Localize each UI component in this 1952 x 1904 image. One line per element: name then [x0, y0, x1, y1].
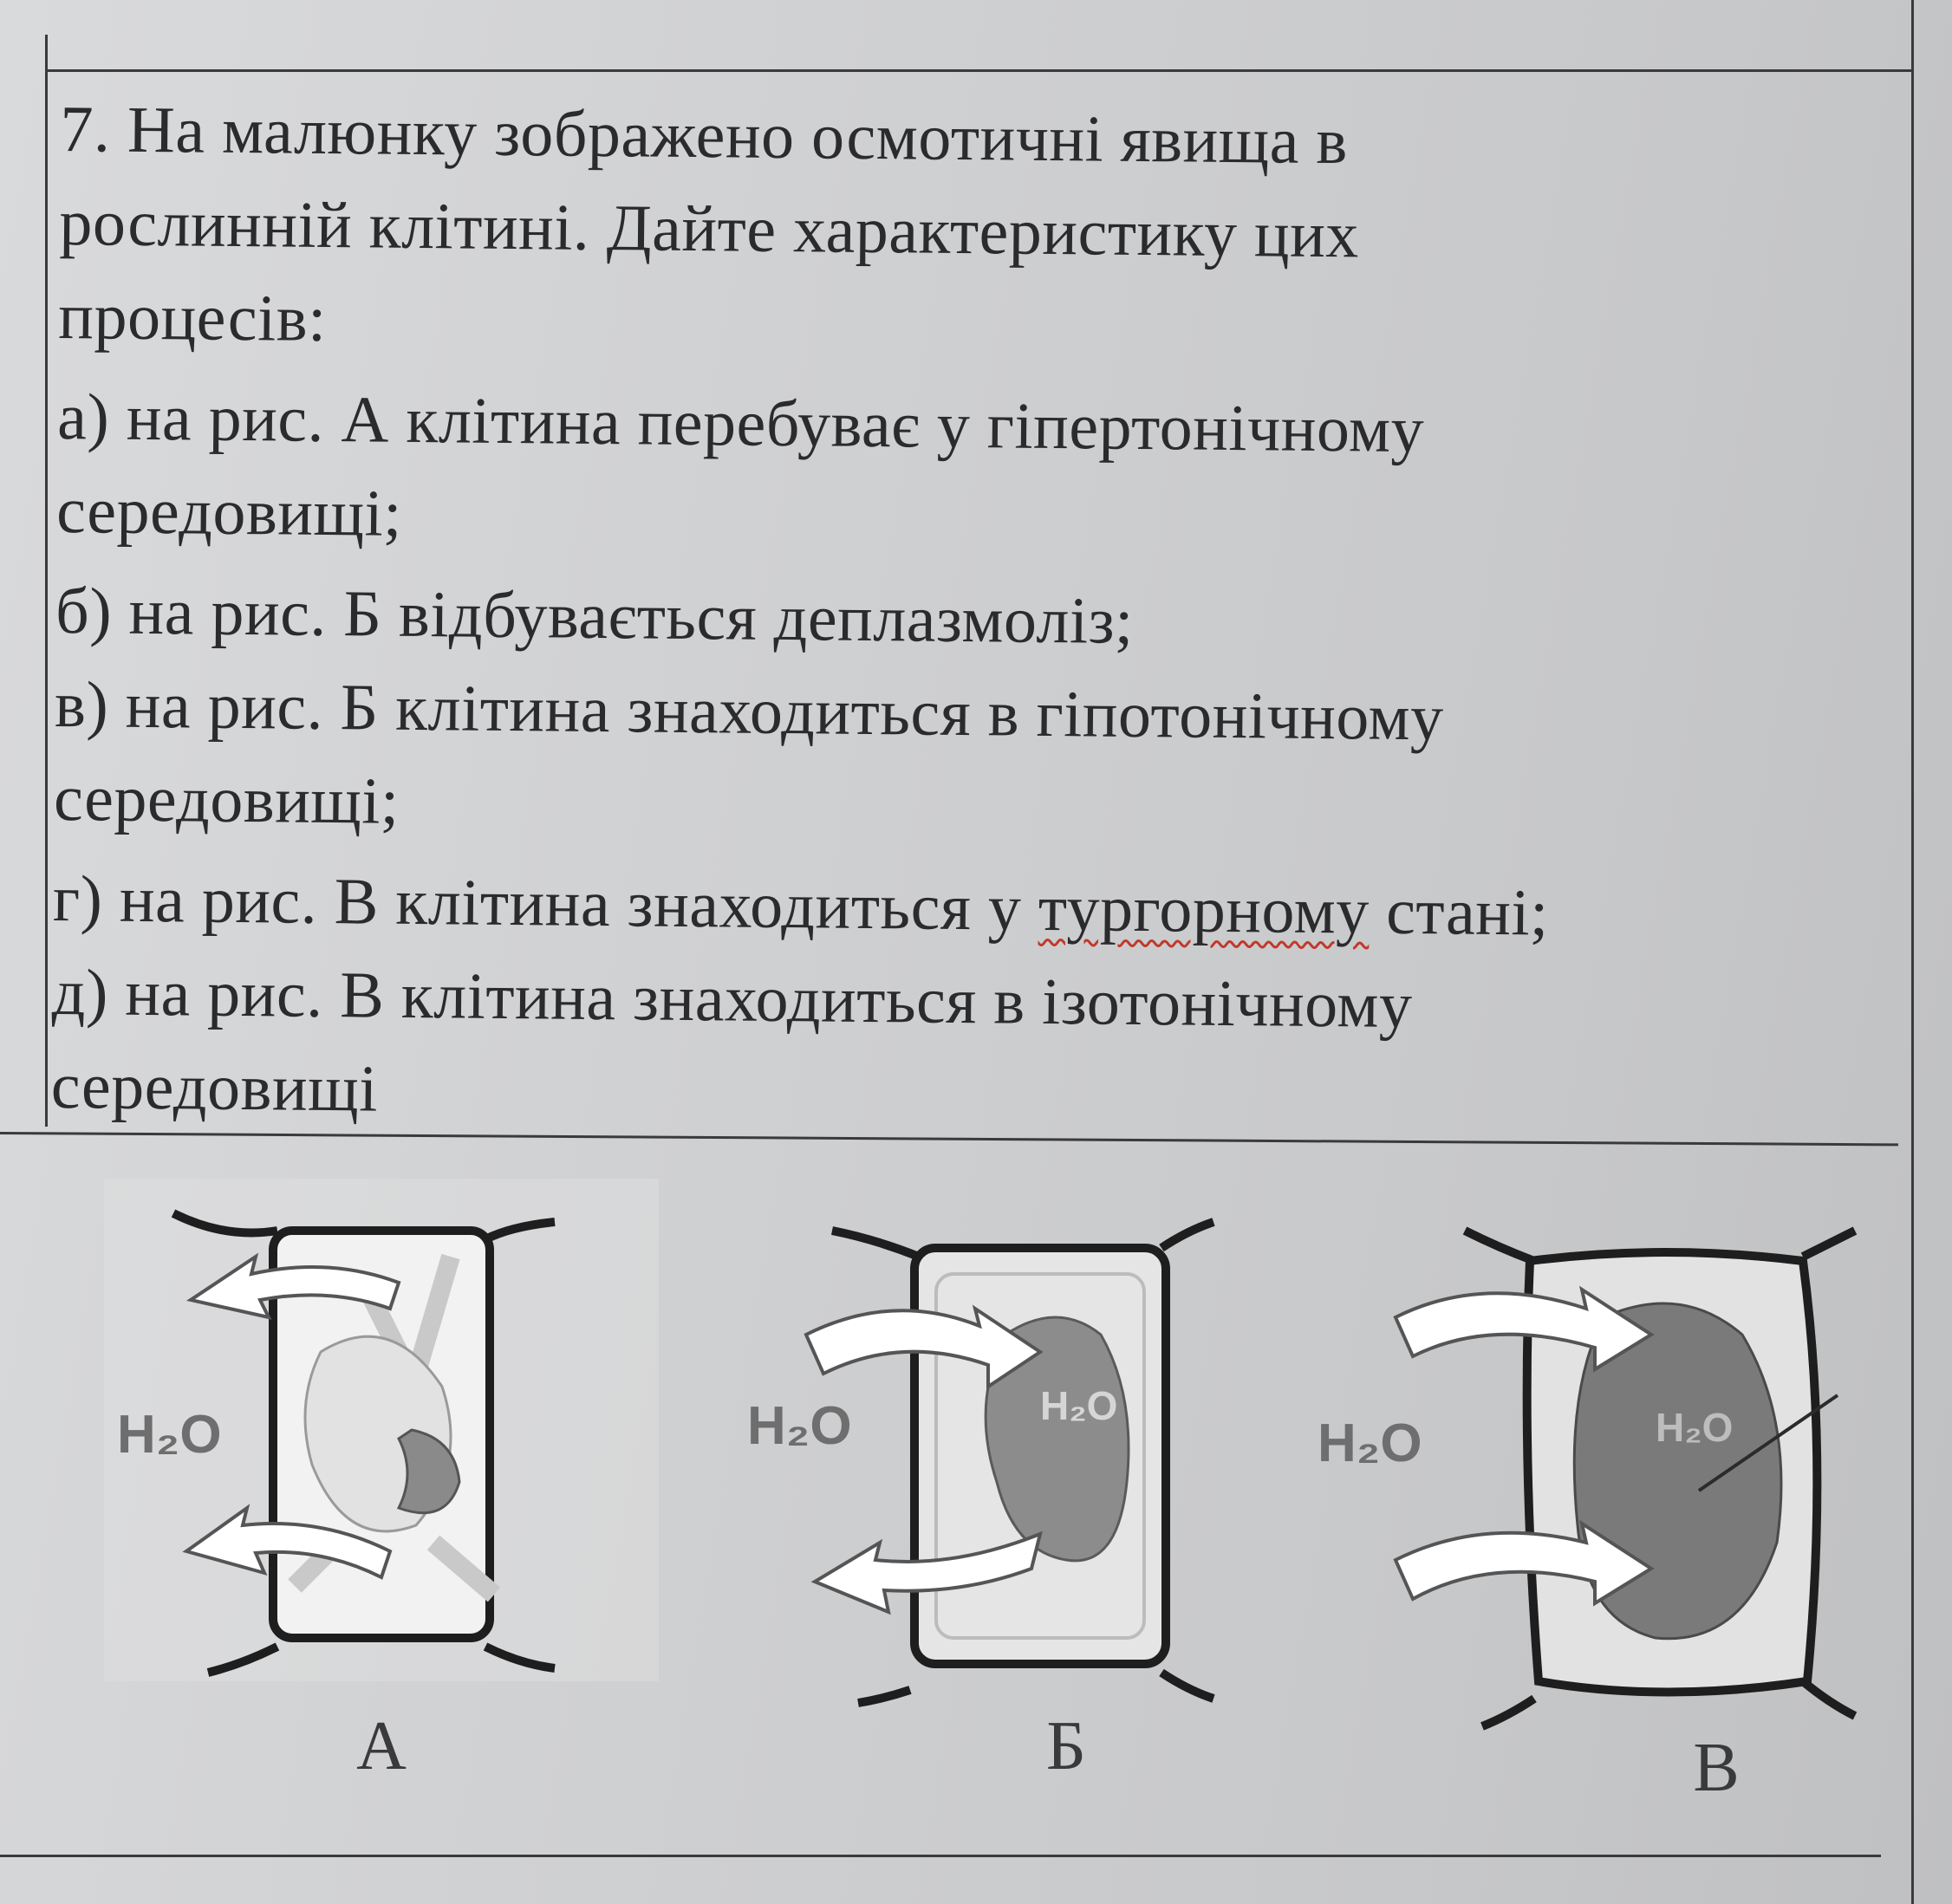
h2o-label-v-outer: H₂O [1318, 1413, 1422, 1473]
table-border-top [48, 69, 1911, 72]
option-a-line-2: середовищі; [55, 473, 403, 550]
option-v-line-2: середовищі; [53, 761, 400, 838]
spellcheck-underlined-word: тургорному [1038, 871, 1370, 948]
option-d-line-2: середовищі [50, 1049, 379, 1126]
h2o-label-v-inner: H₂O [1656, 1405, 1734, 1450]
figure-a [104, 1179, 659, 1784]
figure-a-caption: А [356, 1708, 407, 1784]
table-border-bottom [0, 1855, 1881, 1857]
question-title-line-3: процесів: [58, 279, 328, 355]
option-g [52, 852, 1873, 963]
option-b: б) на рис. Б відбувається деплазмоліз; [55, 574, 1135, 658]
h2o-label-b-outer: H₂O [747, 1396, 852, 1456]
figure-b [728, 1187, 1248, 1784]
question-title-line-2: рослинній клітині. Дайте характеристику цих [59, 185, 1360, 272]
option-a-line-1: а) на рис. А клітина перебуває у гіпертонічному [56, 380, 1425, 467]
figure-b-caption: Б [1046, 1708, 1086, 1784]
option-g-before: г) на рис. В клітина знаходиться у [52, 861, 1039, 945]
question-block [50, 82, 1881, 1150]
table-border-left [45, 35, 48, 1127]
option-v-line-1: в) на рис. Б клітина знаходиться в гіпотонічному [54, 667, 1444, 755]
question-title-line-1: 7. На малюнку зображено осмотичні явища в [60, 92, 1349, 179]
figures-row [0, 1161, 1952, 1837]
option-g-after: стані; [1369, 874, 1550, 950]
figure-v [1309, 1196, 1864, 1806]
figure-v-caption: В [1693, 1730, 1740, 1806]
h2o-label-b-inner: H₂O [1040, 1383, 1118, 1428]
option-d-line-1: д) на рис. В клітина знаходиться в ізотонічному [51, 955, 1413, 1043]
h2o-label-a: H₂O [117, 1405, 222, 1465]
